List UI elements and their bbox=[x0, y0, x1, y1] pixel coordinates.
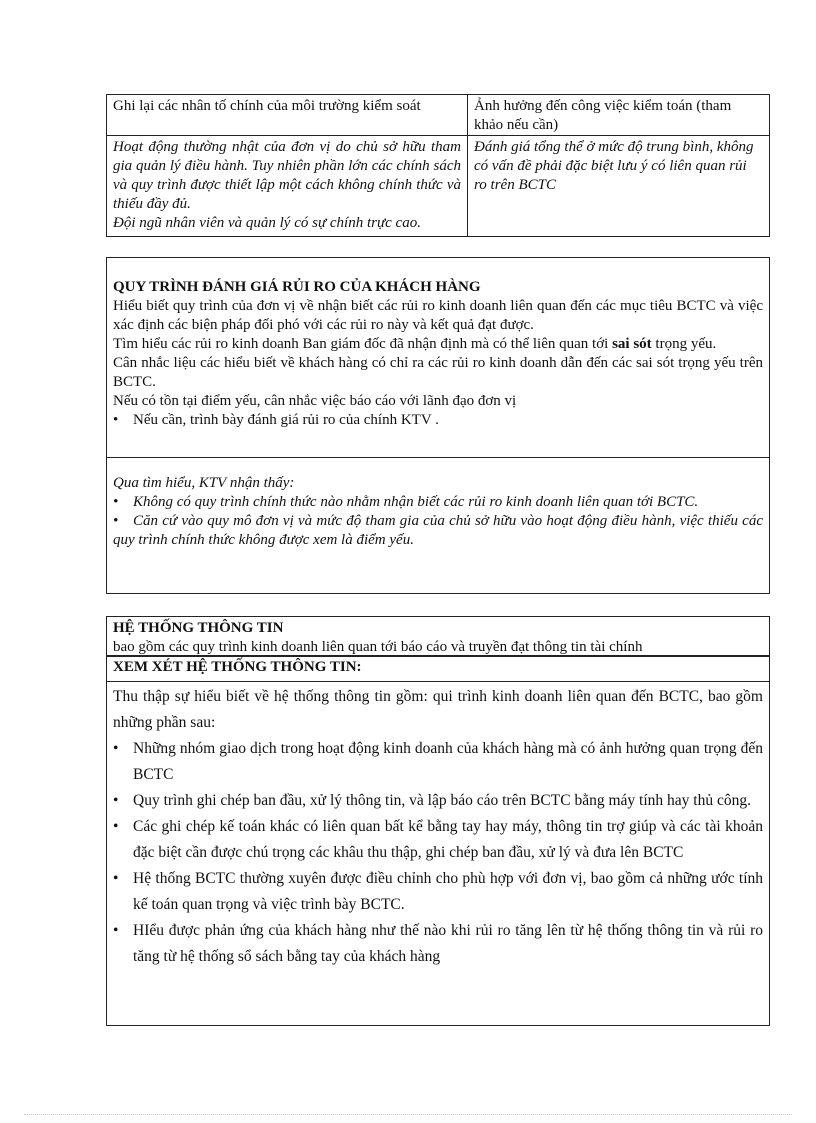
review-item-text: Hệ thống BCTC thường xuyên được điều chỉnh cho phù hợp với đơn vị, bao gồm cả những ước tính kế toán quan trọng và việc trình bày BCTC. bbox=[133, 870, 763, 913]
review-item-text: Những nhóm giao dịch trong hoạt động kinh doanh của khách hàng mà có ảnh hưởng quan trọng đến BCTC bbox=[133, 740, 763, 783]
risk-paragraph-2-start: Tìm hiểu các rủi ro kinh doanh Ban giám đốc đã nhận định mà có thể liên quan tới bbox=[113, 336, 613, 352]
risk-paragraph-2-bold: sai sót bbox=[612, 336, 652, 352]
risk-paragraph-3: Cân nhắc liệu các hiểu biết về khách hàng có chỉ ra các rủi ro kinh doanh dẫn đến các sai sót trọng yếu trên BCTC. bbox=[113, 355, 763, 390]
risk-paragraph-2 bbox=[113, 335, 763, 354]
bullet-icon bbox=[113, 866, 133, 892]
review-item bbox=[113, 918, 763, 970]
page-bottom-divider bbox=[24, 1114, 792, 1115]
risk-bullet-text: Nếu cần, trình bày đánh giá rủi ro của chính KTV . bbox=[133, 412, 439, 428]
information-system-content bbox=[107, 617, 769, 659]
body-left bbox=[107, 135, 467, 236]
review-item bbox=[113, 736, 763, 788]
bullet-icon bbox=[113, 736, 133, 762]
review-item bbox=[113, 788, 763, 814]
control-environment-table bbox=[106, 94, 770, 237]
risk-paragraph-4: Nếu có tồn tại điểm yếu, cân nhắc việc báo cáo với lãnh đạo đơn vị bbox=[113, 393, 517, 409]
risk-paragraph-1: Hiểu biết quy trình của đơn vị về nhận biết các rủi ro kinh doanh liên quan đến các mục tiêu BCTC và việc xác định các biện pháp đối phó với các rủi ro này và kết quả đạt được. bbox=[113, 298, 763, 333]
finding-2 bbox=[113, 512, 763, 550]
body-right: Đánh giá tổng thể ở mức độ trung bình, không có vấn đề phải đặc biệt lưu ý có liên quan rủi ro trên BCTC bbox=[467, 135, 769, 236]
risk-assessment-box bbox=[106, 257, 770, 594]
risk-bullet bbox=[113, 411, 763, 430]
risk-assessment-top bbox=[107, 258, 769, 458]
findings-intro: Qua tìm hiểu, KTV nhận thấy: bbox=[113, 475, 295, 491]
finding-1-text: Không có quy trình chính thức nào nhằm nhận biết các rủi ro kinh doanh liên quan tới BCTC. bbox=[133, 494, 699, 510]
finding-1 bbox=[113, 493, 763, 512]
review-item bbox=[113, 814, 763, 866]
bullet-icon bbox=[113, 918, 133, 944]
bullet-icon bbox=[113, 814, 133, 840]
review-information-system-box bbox=[106, 655, 770, 1026]
review-item bbox=[113, 866, 763, 918]
information-system-subtitle: bao gồm các quy trình kinh doanh liên quan tới báo cáo và truyền đạt thông tin tài chính bbox=[113, 639, 643, 655]
bullet-icon bbox=[113, 411, 133, 430]
bullet-icon bbox=[113, 493, 133, 512]
review-section-body bbox=[107, 682, 769, 972]
finding-2-text: Căn cứ vào quy mô đơn vị và mức độ tham gia của chủ sở hữu vào hoạt động điều hành, việc thiếu các quy trình chính thức không được xem là điểm yếu. bbox=[113, 513, 763, 548]
header-left: Ghi lại các nhân tố chính của môi trường kiểm soát bbox=[113, 98, 421, 114]
header-right: Ảnh hưởng đến công việc kiểm toán (tham khảo nếu cần) bbox=[467, 95, 769, 135]
review-section-title: XEM XÉT HỆ THỐNG THÔNG TIN: bbox=[107, 656, 769, 682]
information-system-box bbox=[106, 616, 770, 657]
review-item-text: Quy trình ghi chép ban đầu, xử lý thông tin, và lập báo cáo trên BCTC bằng máy tính hay thủ công. bbox=[133, 792, 751, 809]
information-system-title: HỆ THỐNG THÔNG TIN bbox=[113, 620, 284, 636]
review-item-text: Các ghi chép kế toán khác có liên quan bất kể bằng tay hay máy, thông tin trợ giúp và các tài khoản đặc biệt cần được chú trọng các khâu thu thập, ghi chép ban đầu, xử lý và đưa lên BCTC bbox=[133, 818, 763, 861]
risk-paragraph-2-end: trọng yếu. bbox=[651, 336, 717, 352]
review-item-text: HIểu được phản ứng của khách hàng như thế nào khi rủi ro tăng lên từ hệ thống thông tin và rủi ro tăng từ hệ thống sổ sách bằng tay của khách hàng bbox=[133, 922, 763, 965]
bullet-icon bbox=[113, 788, 133, 814]
body-left-paragraph-2: Đội ngũ nhân viên và quản lý có sự chính trực cao. bbox=[113, 215, 421, 231]
review-intro: Thu thập sự hiểu biết về hệ thống thông tin gồm: qui trình kinh doanh liên quan đến BCTC, bao gồm những phần sau: bbox=[113, 688, 763, 731]
bullet-icon bbox=[113, 512, 133, 531]
risk-findings bbox=[107, 458, 769, 552]
body-left-paragraph-1: Hoạt động thường nhật của đơn vị do chủ sở hữu tham gia quản lý điều hành. Tuy nhiên phần lớn các chính sách và quy trình được thiết lập một cách không chính thức và thiếu đầy đủ. bbox=[113, 139, 461, 212]
risk-section-title: QUY TRÌNH ĐÁNH GIÁ RỦI RO CỦA KHÁCH HÀNG bbox=[113, 279, 481, 295]
